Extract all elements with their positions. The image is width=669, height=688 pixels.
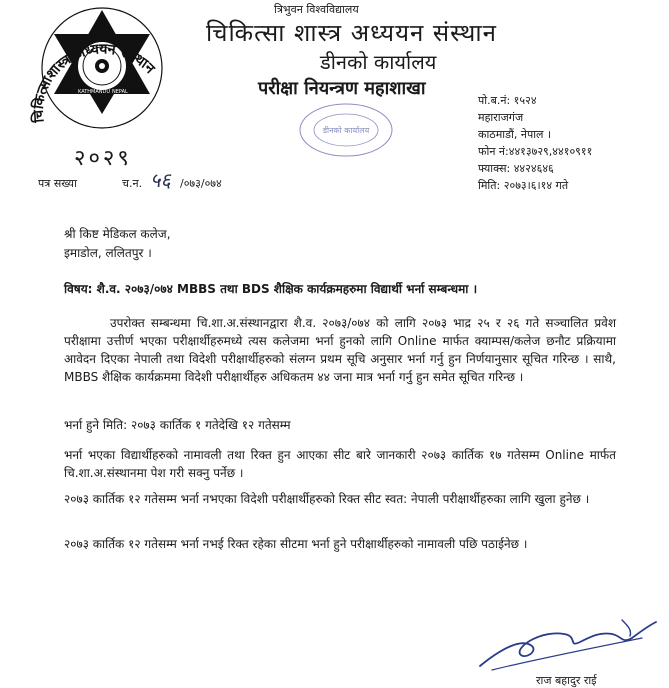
address-date: मिति: २०७३।६।१४ गते: [478, 179, 569, 192]
reference-ch: च.न.: [122, 177, 143, 190]
body-paragraph-1: उपरोक्त सम्बन्धमा चि.शा.अ.संस्थानद्वारा शै.व. २०७३/०७४ को लागि २०७३ भाद्र २५ र २६ गते सञ्चालित प्रवेश परीक्षामा उत्तीर्ण भएका परीक्षार्थीहरुमध्ये त्यस कलेजमा भर्ना हुनको लागि Online मार्फत क्याम्पस/कलेज छनौट प्रक्रियामा आवेदन दिएका नेपाली तथा विदेशी परीक्षार्थीहरुको संलग्न प्रथम सूचि अनुसार भर्ना गर्नु हुन निर्णयानुसार सूचित गरिन्छ । साथै, MBBS शैक्षिक कार्यक्रममा विदेशी परीक्षार्थीहरु अधिकतम ४४ जना मात्र भर्ना गर्नु हुन समेत सूचित गरिन्छ ।: [64, 316, 616, 384]
recipient-line1: श्री किष्ट मेडिकल कलेज,: [64, 227, 171, 241]
stamp-text: डीनको कार्यालय: [322, 126, 370, 135]
subject-line: विषय: शै.व. २०७३/०७४ MBBS तथा BDS शैक्षिक कार्यक्रमहरुमा विद्यार्थी भर्ना सम्बन्धमा ।: [64, 282, 478, 296]
recipient-line2: इमाडोल, ललितपुर ।: [64, 246, 152, 260]
body-paragraph-5: २०७३ कार्तिक १२ गतेसम्म भर्ना नभई रिक्त रहेका सीटमा भर्ना हुने परीक्षार्थीहरुको नामावली पछि पठाईनेछ ।: [64, 537, 528, 551]
logo-right-text: NEPAL: [112, 89, 128, 95]
address-pobox: पो.ब.नं: १५२४: [478, 94, 537, 107]
reference-number: ५६: [150, 168, 171, 192]
office-name: डीनको कार्यालय: [320, 50, 437, 74]
address-block: [478, 92, 592, 194]
logo-left-text: KATHMANDU: [78, 89, 111, 95]
reference-label: पत्र सख्या: [38, 177, 77, 190]
office-stamp: [296, 100, 396, 160]
branch-name: परीक्षा नियन्त्रण महाशाखा: [258, 78, 426, 99]
university-name: त्रिभुवन विश्वविद्यालय: [274, 3, 359, 16]
institute-name: चिकित्सा शास्त्र अध्ययन संस्थान: [206, 19, 497, 47]
signatory-name: राज बहादुर राई: [536, 674, 597, 687]
signature: [472, 608, 662, 678]
logo-ring-text: चिकित्साशास्त्र अध्ययन संस्थान: [30, 41, 158, 124]
body-paragraph-3: भर्ना भएका विद्यार्थीहरुको नामावली तथा रिक्त हुन आएका सीट बारे जानकारी २०७३ कार्तिक १७ गतेसम्म Online मार्फत चि.शा.अ.संस्थानमा पेश गरी सक्नु पर्नेछ ।: [64, 448, 616, 480]
body-paragraph-4: २०७३ कार्तिक १२ गतेसम्म भर्ना नभएका विदेशी परीक्षार्थीहरुको रिक्त सीट स्वत: नेपाली परीक्षार्थीहरुका लागि खुला हुनेछ ।: [64, 492, 590, 506]
address-city: काठमाडौं, नेपाल ।: [478, 128, 552, 141]
address-fax: फ्याक्स: ४४२४६४६: [478, 162, 554, 175]
body-paragraph-2: भर्ना हुने मिति: २०७३ कार्तिक १ गतेदेखि १२ गतेसम्म: [64, 418, 291, 432]
address-area: महाराजगंज: [478, 111, 524, 124]
address-phone: फोन नं:४४१३७२९,४४१०९११: [478, 145, 593, 158]
institute-logo-seal: [4, 2, 200, 134]
logo-year: २०२९: [74, 146, 132, 171]
reference-year: /०७३/०७४: [180, 177, 222, 190]
